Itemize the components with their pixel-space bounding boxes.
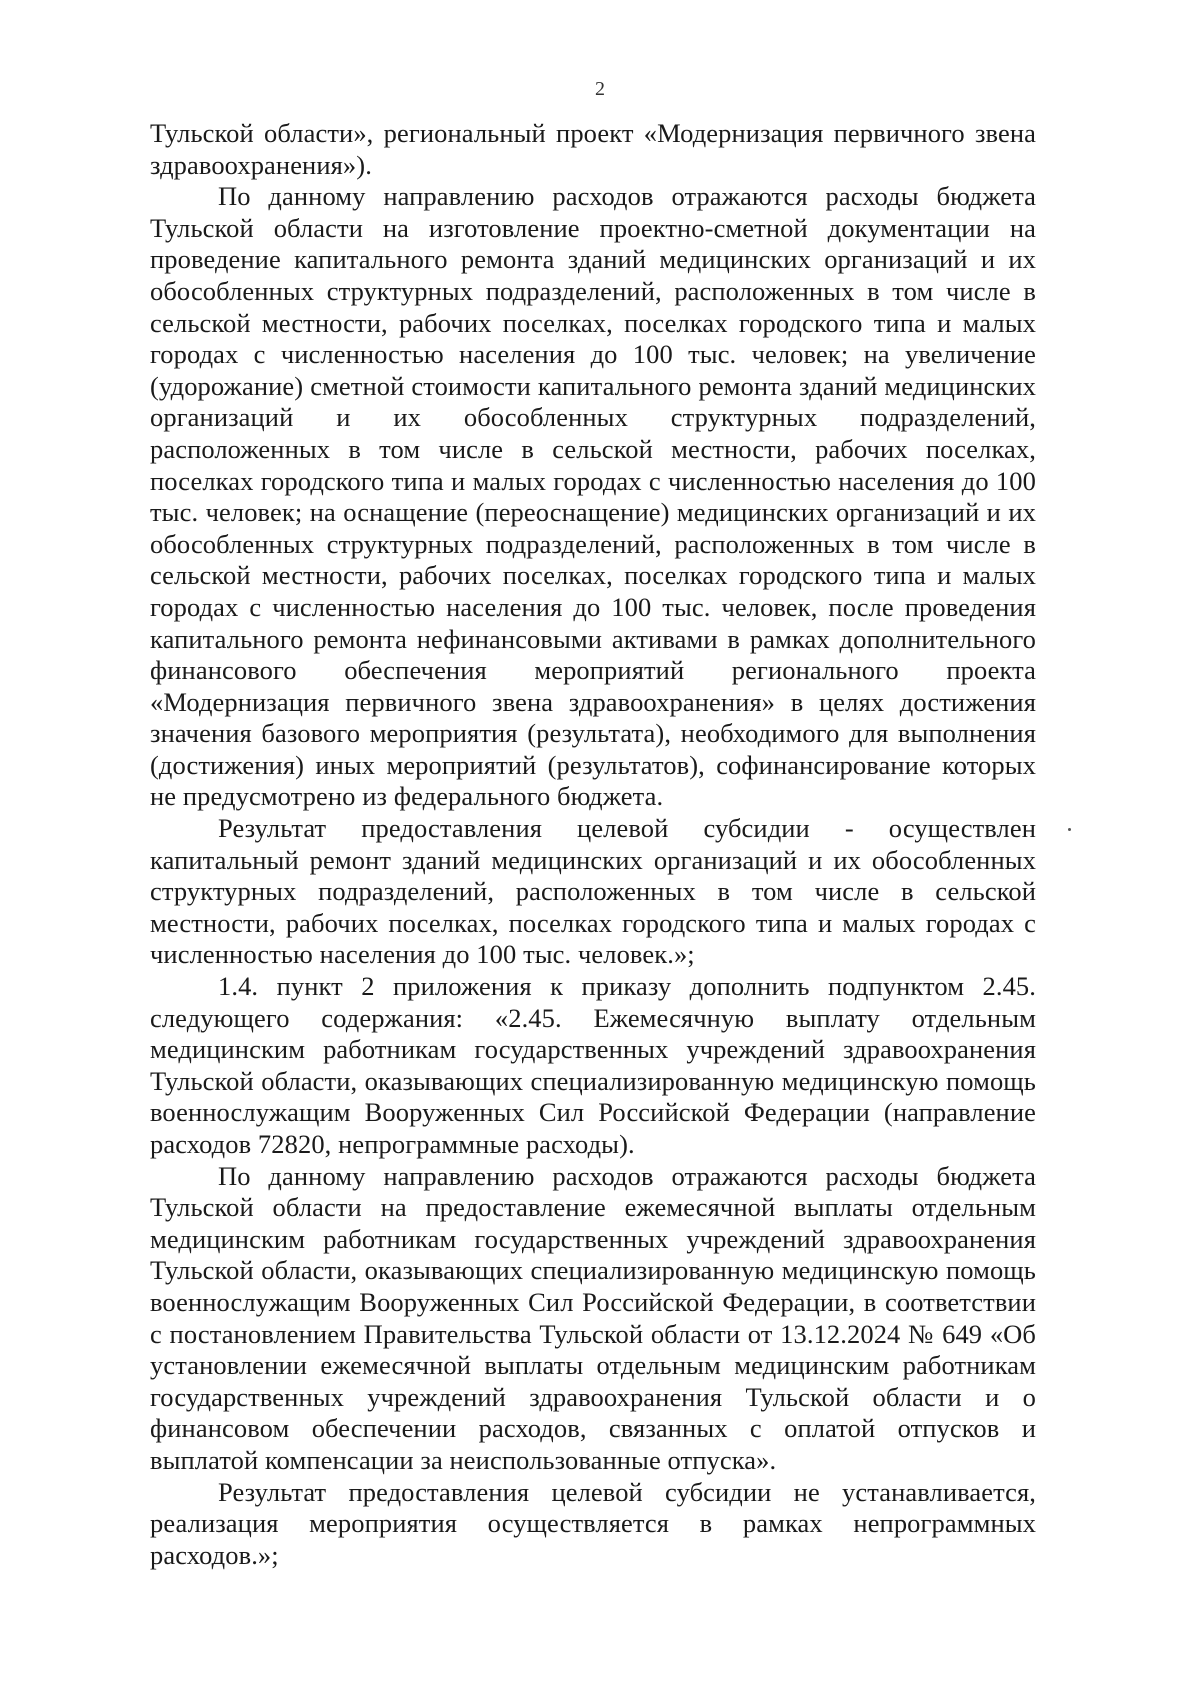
paragraph-result-not-set: Результат предоставления целевой субсидии не устанавливается, реализация мероприятия осуществляется в рамках непрограммных расходов.»; <box>150 1476 1036 1570</box>
scan-speck <box>1068 828 1071 831</box>
page-number: 2 <box>595 78 605 100</box>
paragraph-continuation: Тульской области», региональный проект «Модернизация первичного звена здравоохранения»). <box>150 118 1036 180</box>
paragraph-subsidy-result: Результат предоставления целевой субсидии - осуществлен капитальный ремонт зданий медицинских организаций и их обособленных структурных подразделений, расположенных в том числе в сельской местности, рабочих поселках, поселках городского типа и малых городах с численностью населения до 100 тыс. человек.»; <box>150 813 1036 970</box>
document-body <box>150 118 1036 1571</box>
paragraph-monthly-payment-description: По данному направлению расходов отражаются расходы бюджета Тульской области на предоставление ежемесячной выплаты отдельным медицинским работникам государственных учреждений здравоохранения Тульской области, оказывающих специализированную медицинскую помощь военнослужащим Вооруженных Сил Российской Федерации, в соответствии с постановлением Правительства Тульской области от 13.12.2024 № 649 «Об установлении ежемесячной выплаты отдельным медицинским работникам государственных учреждений здравоохранения Тульской области и о финансовом обеспечении расходов, связанных с оплатой отпусков и выплатой компенсации за неиспользованные отпуска». <box>150 1160 1036 1475</box>
paragraph-amendment-1-4: 1.4. пункт 2 приложения к приказу дополнить подпунктом 2.45. следующего содержания: «2.45. Ежемесячную выплату отдельным медицинским работникам государственных учреждений здравоохранения Тульской области, оказывающих специализированную медицинскую помощь военнослужащим Вооруженных Сил Российской Федерации (направление расходов 72820, непрограммные расходы). <box>150 971 1036 1159</box>
paragraph-expense-description: По данному направлению расходов отражаются расходы бюджета Тульской области на изготовление проектно-сметной документации на проведение капитального ремонта зданий медицинских организаций и их обособленных структурных подразделений, расположенных в том числе в сельской местности, рабочих поселках, поселках городского типа и малых городах с численностью населения до 100 тыс. человек; на увеличение (удорожание) сметной стоимости капитального ремонта зданий медицинских организаций и их обособленных структурных подразделений, расположенных в том числе в сельской местности, рабочих поселках, поселках городского типа и малых городах с численностью населения до 100 тыс. человек; на оснащение (переоснащение) медицинских организаций и их обособленных структурных подразделений, расположенных в том числе в сельской местности, рабочих поселках, поселках городского типа и малых городах с численностью населения до 100 тыс. человек, после проведения капитального ремонта нефинансовыми активами в рамках дополнительного финансового обеспечения мероприятий регионального проекта «Модернизация первичного звена здравоохранения» в целях достижения значения базового мероприятия (результата), необходимого для выполнения (достижения) иных мероприятий (результатов), софинансирование которых не предусмотрено из федерального бюджета. <box>150 181 1036 812</box>
